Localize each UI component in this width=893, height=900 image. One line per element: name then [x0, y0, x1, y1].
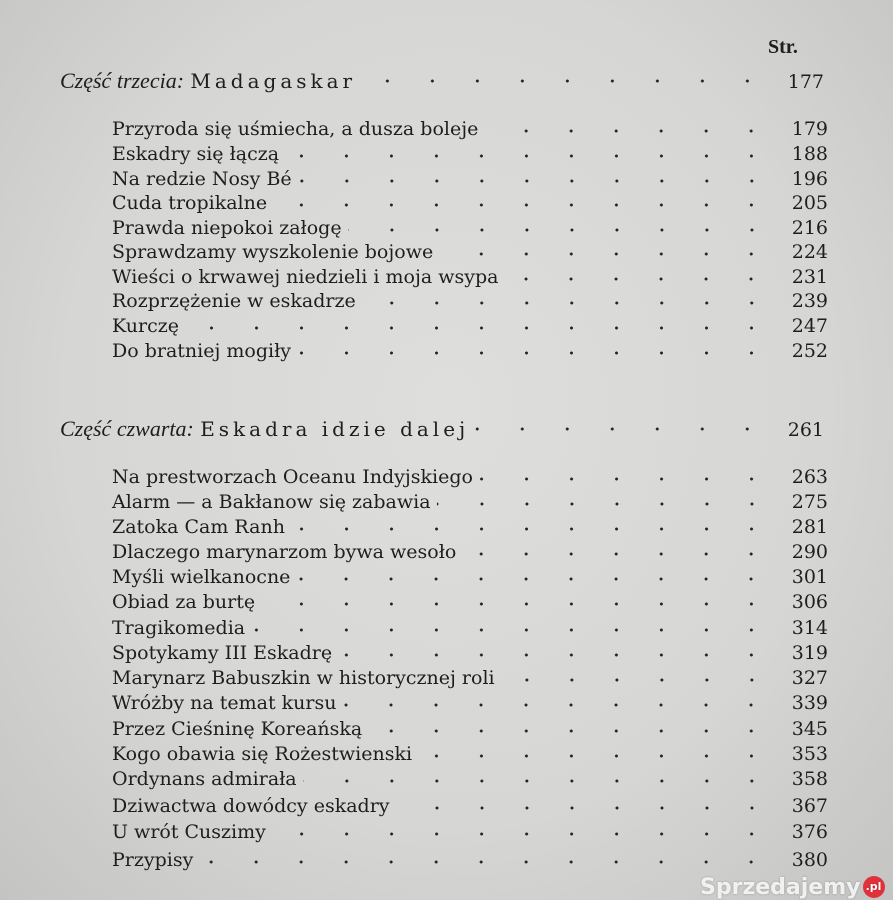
page-number: 224	[791, 241, 828, 263]
page-column-header: Str.	[768, 36, 798, 58]
entry-title: Alarm — a Bakłanow się zabawia	[112, 491, 431, 513]
entry-title: Ordynans admirała	[112, 768, 297, 790]
watermark-text: Sprzedajemy	[700, 875, 861, 900]
page-number: 353	[791, 743, 828, 765]
toc-entry	[112, 168, 828, 194]
page-number: 290	[791, 541, 828, 563]
entry-title: Na prestworzach Oceanu Indyjskiego	[112, 466, 473, 488]
entry-title: Wieści o krwawej niedzieli i moja wsypa	[112, 266, 499, 288]
toc-entry	[112, 516, 828, 542]
entry-title: Sprawdzamy wyszkolenie bojowe	[112, 241, 434, 263]
toc-entry	[112, 466, 828, 492]
dot-leader	[504, 277, 774, 281]
page-number: 339	[791, 692, 828, 714]
toc-entry	[112, 315, 828, 341]
page-number: 367	[791, 795, 828, 817]
entry-title: Marynarz Babuszkin w historycznej roli	[112, 667, 495, 689]
page-number: 319	[791, 642, 828, 664]
toc-entry	[112, 118, 828, 144]
dot-leader	[439, 252, 774, 256]
page-number: 239	[791, 290, 828, 312]
entry-title: Obiad za burtę	[112, 591, 256, 613]
dot-leader	[297, 351, 774, 355]
page-number: 196	[791, 168, 828, 190]
entry-title: Rozprzężenie w eskadrze	[112, 290, 356, 312]
part-label: Część czwarta:	[60, 416, 194, 441]
dot-leader	[185, 326, 774, 330]
toc-entry	[112, 491, 828, 517]
entry-title: Cuda tropikalne	[112, 192, 268, 214]
dot-leader	[342, 703, 774, 707]
dot-leader	[484, 129, 774, 133]
toc-entry	[112, 795, 828, 821]
part-title: Eskadra idzie dalej	[200, 417, 470, 441]
entry-title: Dziwactwa dowódcy eskadry	[112, 795, 390, 817]
page-number: 376	[791, 821, 828, 843]
page-number: 380	[791, 849, 828, 871]
part-heading	[60, 68, 824, 94]
dot-leader	[285, 154, 774, 158]
dot-leader	[501, 678, 774, 682]
page-number: 231	[791, 266, 828, 288]
page-number: 263	[791, 466, 828, 488]
page-number: 261	[787, 419, 824, 441]
dot-leader	[273, 203, 774, 207]
entry-title: U wrót Cuszimy	[112, 821, 266, 843]
page-number: 327	[791, 667, 828, 689]
entry-title: Myśli wielkanocne	[112, 566, 291, 588]
entry-title: Przez Cieśninę Koreańską	[112, 718, 363, 740]
entry-title: Dlaczego marynarzom bywa wesoło	[112, 541, 457, 563]
dot-leader	[362, 79, 770, 83]
entry-title: Do bratniej mogiły	[112, 340, 291, 362]
entry-title: Prawda niepokoi załogę	[112, 217, 342, 239]
entry-title: Spotykamy III Eskadrę	[112, 642, 333, 664]
entry-title: Przypisy	[112, 849, 194, 871]
dot-leader	[368, 729, 774, 733]
page-number: 301	[791, 566, 828, 588]
dot-leader	[418, 754, 774, 758]
toc-entry	[112, 340, 828, 366]
dot-leader	[348, 228, 774, 232]
page-number: 306	[791, 591, 828, 613]
dot-leader	[291, 527, 774, 531]
page-number: 275	[791, 491, 828, 513]
page-number: 314	[791, 617, 828, 639]
entry-title: Eskadry się łączą	[112, 143, 280, 165]
part-label: Część trzecia:	[60, 68, 185, 93]
toc-entry	[112, 192, 828, 218]
dot-leader	[462, 552, 774, 556]
toc-entry	[112, 849, 828, 875]
dot-leader	[396, 806, 774, 810]
part-title: Madagaskar	[190, 69, 357, 93]
dot-leader	[479, 477, 774, 481]
toc-entry	[112, 143, 828, 169]
entry-title: Przyroda się uśmiecha, a dusza boleje	[112, 118, 479, 140]
dot-leader	[261, 602, 774, 606]
toc-entry	[112, 541, 828, 567]
entry-title: Kogo obawia się Rożestwienski	[112, 743, 413, 765]
toc-entry	[112, 290, 828, 316]
page-number: 281	[791, 516, 828, 538]
dot-leader	[338, 653, 774, 657]
toc-entry	[112, 617, 828, 643]
toc-entry	[112, 743, 828, 769]
dot-leader	[251, 628, 774, 632]
entry-title: Tragikomedia	[112, 617, 246, 639]
dot-leader	[362, 301, 774, 305]
toc-entry	[112, 667, 828, 693]
watermark-suffix: .pl	[863, 876, 885, 898]
toc-entry	[112, 241, 828, 267]
dot-leader	[437, 502, 774, 506]
entry-title: Wróżby na temat kursu	[112, 692, 337, 714]
toc-entry	[112, 692, 828, 718]
page-number: 177	[787, 71, 824, 93]
dot-leader	[199, 860, 774, 864]
toc-entry	[112, 768, 828, 794]
part-heading	[60, 416, 824, 442]
toc-entry	[112, 566, 828, 592]
page-number: 247	[791, 315, 828, 337]
toc-entry	[112, 821, 828, 847]
entry-title: Zatoka Cam Ranh	[112, 516, 285, 538]
page-number: 252	[791, 340, 828, 362]
dot-leader	[296, 577, 774, 581]
page-number: 205	[791, 192, 828, 214]
dot-leader	[475, 427, 770, 431]
dot-leader	[298, 179, 774, 183]
page-number: 358	[791, 768, 828, 790]
page-number: 188	[791, 143, 828, 165]
dot-leader	[303, 779, 774, 783]
toc-entry	[112, 591, 828, 617]
toc-entry	[112, 642, 828, 668]
toc-entry	[112, 217, 828, 243]
page-number: 179	[791, 118, 828, 140]
page-number: 216	[791, 217, 828, 239]
entry-title: Kurczę	[112, 315, 179, 337]
toc-entry	[112, 718, 828, 744]
dot-leader	[272, 832, 774, 836]
entry-title: Na redzie Nosy Bé	[112, 168, 292, 190]
watermark-logo	[700, 876, 885, 900]
page-number: 345	[791, 718, 828, 740]
toc-entry	[112, 266, 828, 292]
